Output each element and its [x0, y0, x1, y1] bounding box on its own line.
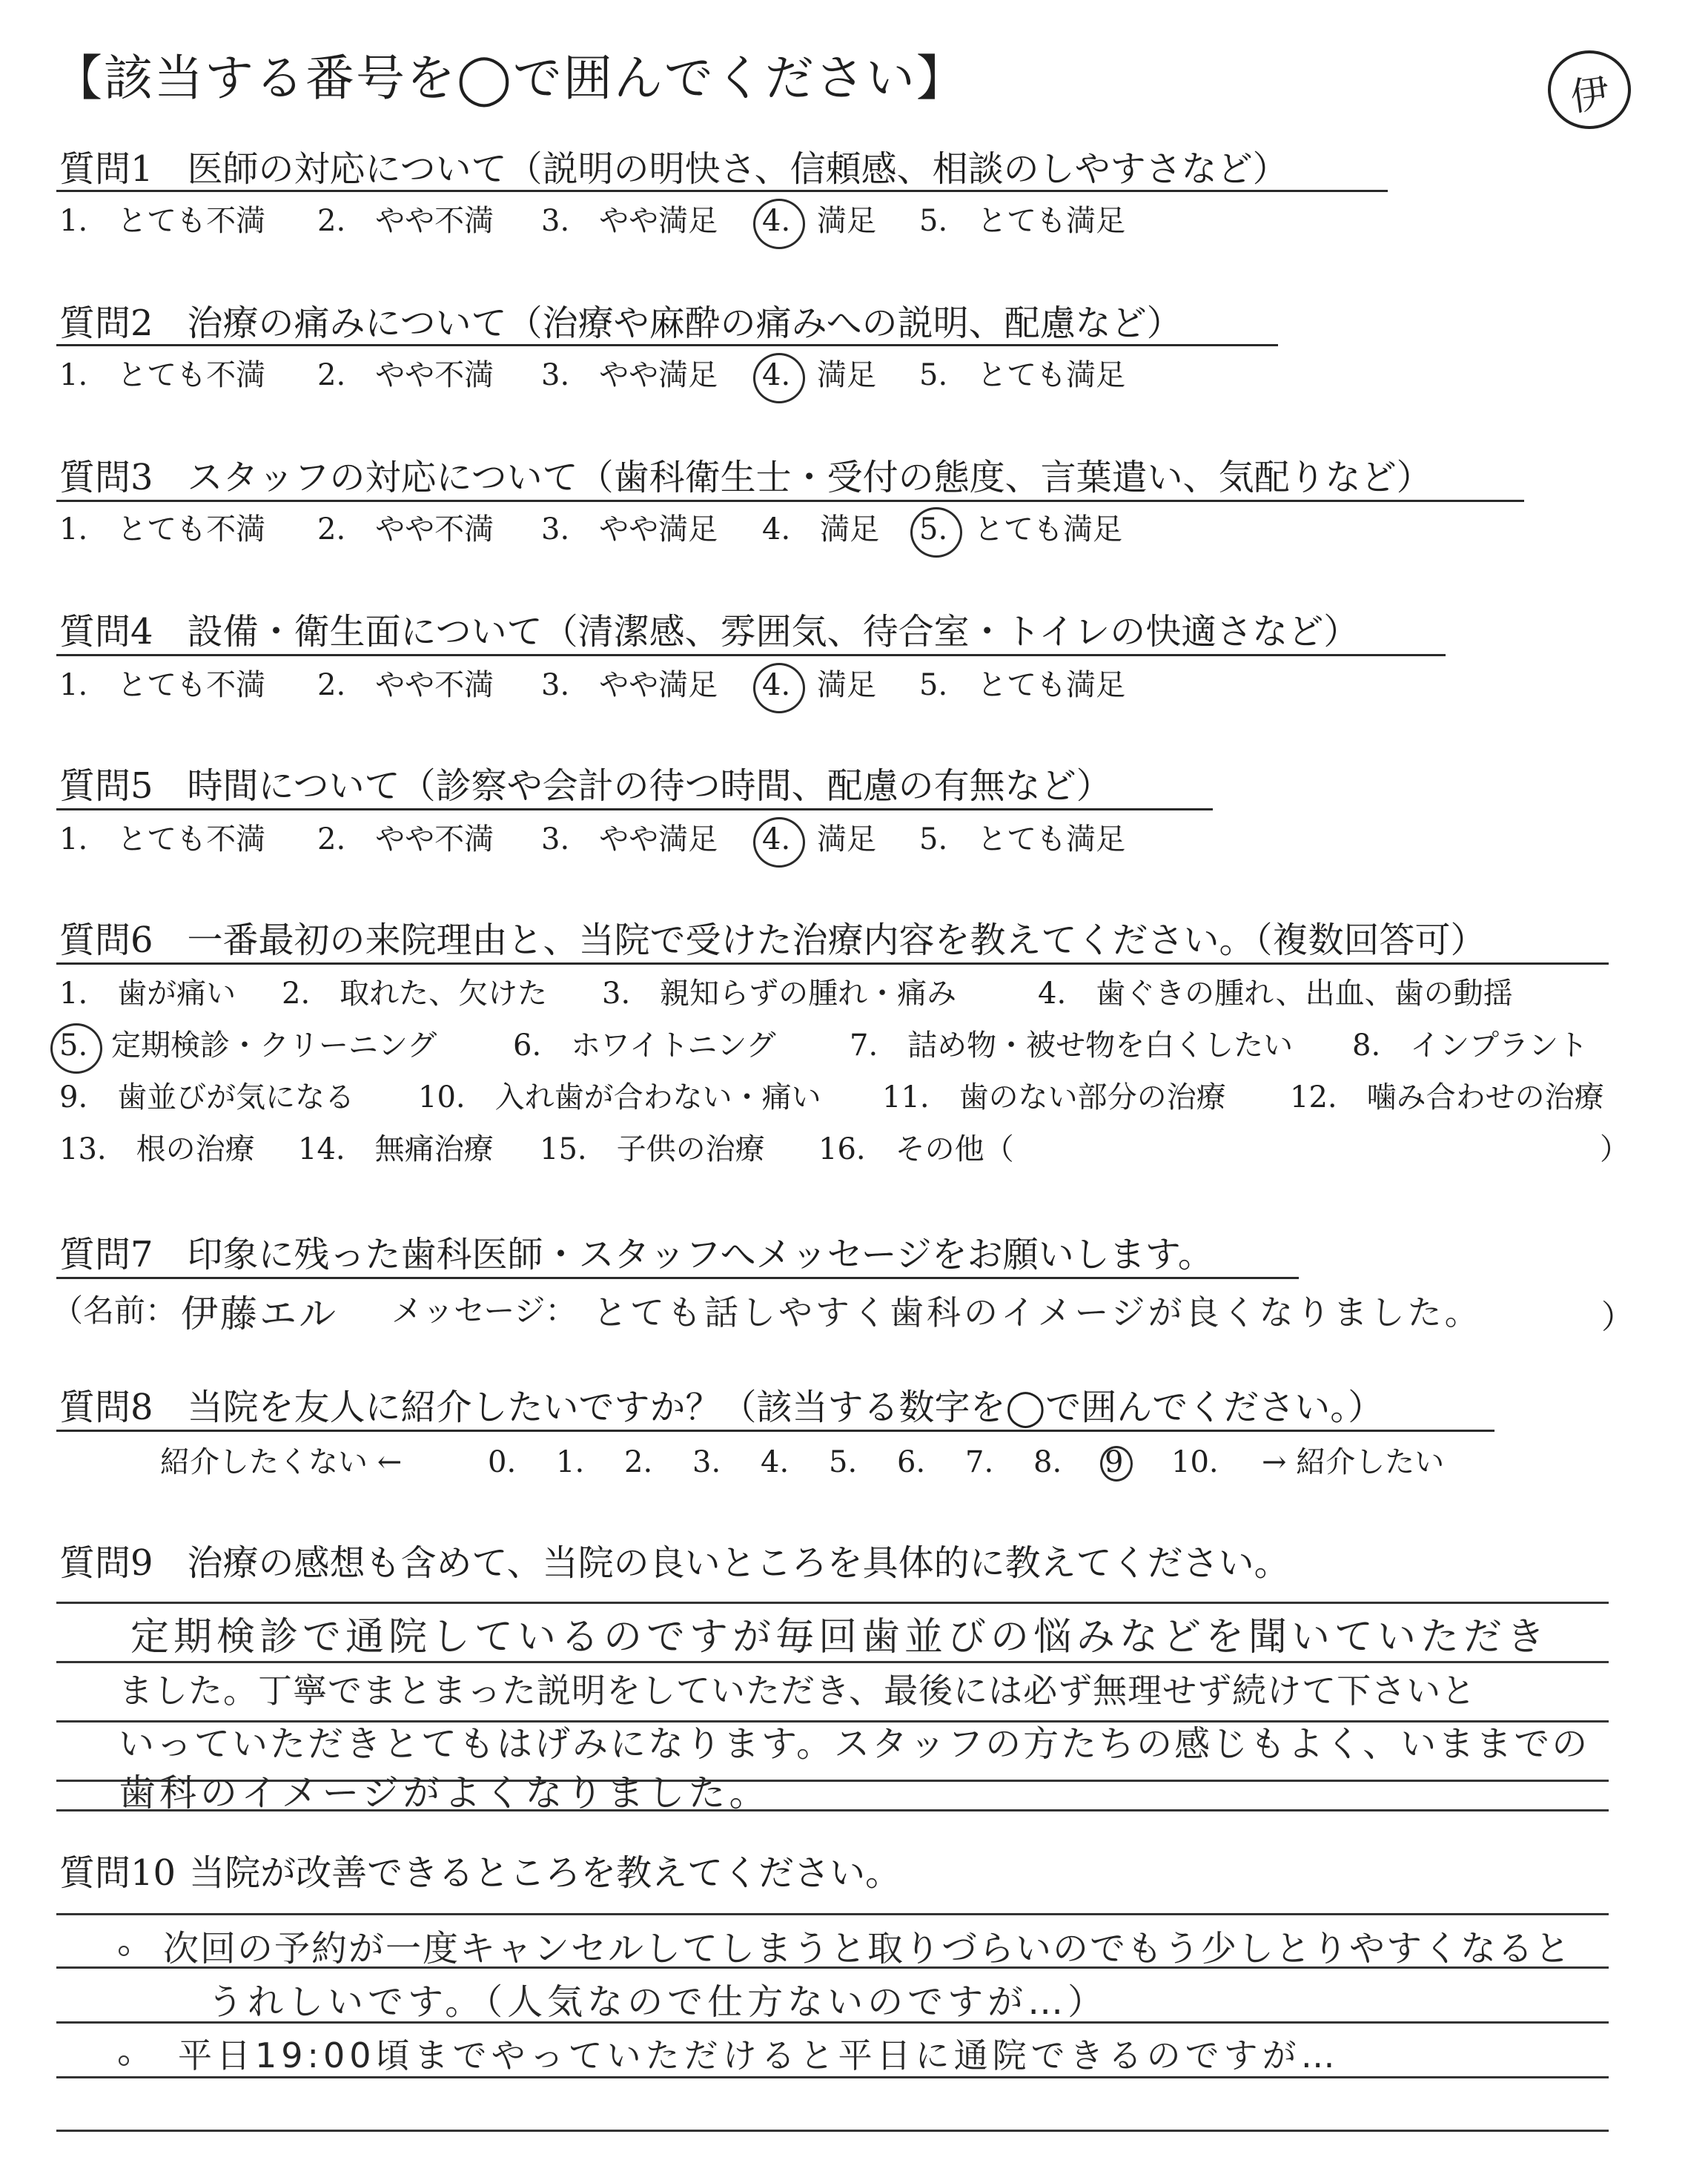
question-6-underline: [56, 962, 1609, 965]
question-text: スタッフの対応について（歯科衛生士・受付の態度、言葉遣い、気配りなど）: [187, 457, 1432, 498]
option-1[interactable]: 1. とても不満: [59, 204, 266, 238]
question-7-close-paren: ）: [1601, 1298, 1634, 1336]
option-10[interactable]: 10. 入れ歯が合わない・痛い: [418, 1080, 821, 1114]
option-4-label: 満足: [817, 204, 876, 238]
scale-right-label: → 紹介したい: [1262, 1445, 1445, 1479]
scale-4[interactable]: 4.: [761, 1445, 790, 1479]
option-3[interactable]: 3. やや満足: [541, 204, 718, 238]
option-3[interactable]: 3. やや満足: [541, 512, 718, 546]
question-1-title: [59, 145, 1288, 193]
question-text: 当院を友人に紹介したいですか？（該当する数字を◯で囲んでください。）: [187, 1387, 1384, 1428]
handwritten-answer-line-2[interactable]: ました。丁寧でまとまった説明をしていただき、最後には必ず無理せず続けて下さいと: [119, 1671, 1477, 1711]
option-5-label: 定期検診・クリーニング: [111, 1028, 437, 1063]
option-4[interactable]: 4. 歯ぐきの腫れ、出血、歯の動揺: [1038, 977, 1513, 1011]
handwritten-answer-line-3[interactable]: いっていただきとてもはげみになります。スタッフの方たちの感じもよく、いままでの: [119, 1723, 1590, 1765]
question-number: 質問9: [59, 1542, 153, 1584]
handwritten-improvement-line-2[interactable]: うれしいです。（人気なので仕方ないのですが…）: [208, 1981, 1108, 2023]
option-5[interactable]: 5. とても満足: [919, 668, 1126, 702]
option-7[interactable]: 7. 詰め物・被せ物を白くしたい: [850, 1028, 1294, 1063]
handwritten-name[interactable]: 伊藤エル: [181, 1292, 338, 1335]
question-8-underline: [56, 1430, 1494, 1432]
answer-line: [56, 2130, 1609, 2132]
option-4-selected[interactable]: 4.: [762, 200, 790, 242]
option-4-label: 満足: [817, 358, 876, 392]
question-text: 時間について（診察や会計の待つ時間、配慮の有無など）: [187, 765, 1112, 807]
handwritten-answer-line-1[interactable]: 定期検診で通院しているのですが毎回歯並びの悩みなどを聞いていただき: [130, 1615, 1550, 1659]
question-5-underline: [56, 808, 1213, 810]
bullet-icon: [119, 1946, 129, 1956]
question-2-title: [59, 300, 1182, 347]
option-6[interactable]: 6. ホワイトニング: [513, 1028, 776, 1063]
scale-9-selected[interactable]: 9: [1105, 1441, 1123, 1483]
question-number: 質問4: [59, 611, 153, 653]
option-12[interactable]: 12. 噛み合わせの治療: [1290, 1080, 1604, 1114]
question-9-title: [59, 1539, 1290, 1587]
handwritten-improvement-line-3[interactable]: 平日19:00頃までやっていただけると平日に通院できるのですが…: [178, 2035, 1340, 2075]
option-3[interactable]: 3. 親知らずの腫れ・痛み: [602, 977, 957, 1011]
option-2[interactable]: 2. やや不満: [317, 512, 494, 546]
option-9[interactable]: 9. 歯並びが気になる: [59, 1080, 355, 1114]
scale-1[interactable]: 1.: [556, 1445, 585, 1479]
instruction-heading: 【該当する番号を◯で囲んでください】: [53, 50, 967, 107]
scale-3[interactable]: 3.: [692, 1445, 721, 1479]
option-2[interactable]: 2. やや不満: [317, 822, 494, 856]
option-4-label: 満足: [817, 668, 876, 702]
option-5[interactable]: 5. とても満足: [919, 204, 1126, 238]
option-4-selected[interactable]: 4.: [762, 819, 790, 860]
question-text: 一番最初の来院理由と、当院で受けた治療内容を教えてください。（複数回答可）: [187, 919, 1486, 961]
option-4-selected[interactable]: 4.: [762, 664, 790, 706]
question-7-title: [59, 1231, 1214, 1278]
option-3[interactable]: 3. やや満足: [541, 668, 718, 702]
scale-8[interactable]: 8.: [1033, 1445, 1062, 1479]
option-2[interactable]: 2. 取れた、欠けた: [282, 977, 548, 1011]
option-1[interactable]: 1. とても不満: [59, 822, 266, 856]
scale-5[interactable]: 5.: [829, 1445, 858, 1479]
question-3-title: [59, 454, 1432, 501]
option-15[interactable]: 15. 子供の治療: [540, 1132, 765, 1166]
question-number: 質問8: [59, 1387, 153, 1428]
option-1[interactable]: 1. 歯が痛い: [59, 977, 236, 1011]
option-16[interactable]: 16. その他（: [818, 1132, 1014, 1166]
seal-stamp-icon: [1548, 50, 1631, 129]
question-1-underline: [56, 190, 1388, 192]
option-4-selected[interactable]: 4.: [762, 354, 790, 396]
question-7-underline: [56, 1277, 1299, 1279]
option-5-label: とても満足: [974, 512, 1122, 546]
option-1[interactable]: 1. とても不満: [59, 512, 266, 546]
question-number: 質問5: [59, 765, 153, 807]
handwritten-improvement-line-1[interactable]: 次回の予約が一度キャンセルしてしまうと取りづらいのでもう少しとりやすくなると: [163, 1928, 1572, 1969]
question-7-name-label: （名前：: [52, 1292, 177, 1329]
question-8-title: [59, 1384, 1383, 1431]
option-13[interactable]: 13. 根の治療: [59, 1132, 255, 1166]
question-text: 設備・衛生面について（清潔感、雰囲気、待合室・トイレの快適さなど）: [187, 611, 1360, 653]
seal-stamp-glyph: 伊: [1567, 70, 1612, 121]
answer-line: [56, 1602, 1609, 1604]
option-2[interactable]: 2. やや不満: [317, 668, 494, 702]
scale-7[interactable]: 7.: [965, 1445, 994, 1479]
question-2-underline: [56, 344, 1278, 346]
answer-line: [56, 1913, 1609, 1915]
handwritten-message[interactable]: とても話しやすく歯科のイメージが良くなりました。: [593, 1292, 1482, 1332]
question-number: 質問2: [59, 303, 153, 344]
question-text: 治療の痛みについて（治療や麻酔の痛みへの説明、配慮など）: [187, 303, 1182, 344]
question-6-title: [59, 916, 1486, 964]
question-text: 治療の感想も含めて、当院の良いところを具体的に教えてください。: [187, 1542, 1290, 1584]
question-number: 質問3: [59, 457, 153, 498]
option-5-selected[interactable]: 5.: [59, 1025, 87, 1066]
option-4-label: 満足: [817, 822, 876, 856]
option-3[interactable]: 3. やや満足: [541, 822, 718, 856]
question-text: 医師の対応について（説明の明快さ、信頼感、相談のしやすさなど）: [187, 148, 1288, 190]
option-11[interactable]: 11. 歯のない部分の治療: [882, 1080, 1226, 1114]
option-5[interactable]: 5. とても満足: [919, 358, 1126, 392]
option-16-close-paren: ）: [1600, 1132, 1629, 1166]
option-4[interactable]: 4. 満足: [762, 512, 880, 546]
option-2[interactable]: 2. やや不満: [317, 204, 494, 238]
handwritten-answer-line-4[interactable]: 歯科のイメージがよくなりました。: [119, 1771, 770, 1814]
question-3-underline: [56, 500, 1524, 502]
option-8[interactable]: 8. インプラント: [1352, 1028, 1589, 1063]
option-3[interactable]: 3. やや満足: [541, 358, 718, 392]
question-4-title: [59, 608, 1359, 655]
option-14[interactable]: 14. 無痛治療: [298, 1132, 494, 1166]
question-number: 質問7: [59, 1234, 153, 1275]
option-2[interactable]: 2. やや不満: [317, 358, 494, 392]
scale-0[interactable]: 0.: [488, 1445, 517, 1479]
option-1[interactable]: 1. とても不満: [59, 668, 266, 702]
question-text: 印象に残った歯科医師・スタッフへメッセージをお願いします。: [187, 1234, 1214, 1275]
scale-left-label: 紹介したくない ←: [160, 1445, 403, 1479]
question-10-title: [59, 1849, 901, 1897]
question-number: 質問6: [59, 919, 153, 961]
option-1[interactable]: 1. とても不満: [59, 358, 266, 392]
question-4-underline: [56, 654, 1446, 656]
question-text: 当院が改善できるところを教えてください。: [189, 1852, 901, 1894]
option-5-selected[interactable]: 5.: [919, 509, 947, 550]
option-5[interactable]: 5. とても満足: [919, 822, 1126, 856]
scale-2[interactable]: 2.: [624, 1445, 653, 1479]
scale-6[interactable]: 6.: [897, 1445, 926, 1479]
question-5-title: [59, 762, 1112, 810]
scale-10[interactable]: 10.: [1171, 1445, 1219, 1479]
question-number: 質問10: [59, 1852, 176, 1894]
question-7-message-label: メッセージ：: [391, 1292, 577, 1329]
question-number: 質問1: [59, 148, 153, 190]
bullet-icon: [119, 2055, 129, 2066]
